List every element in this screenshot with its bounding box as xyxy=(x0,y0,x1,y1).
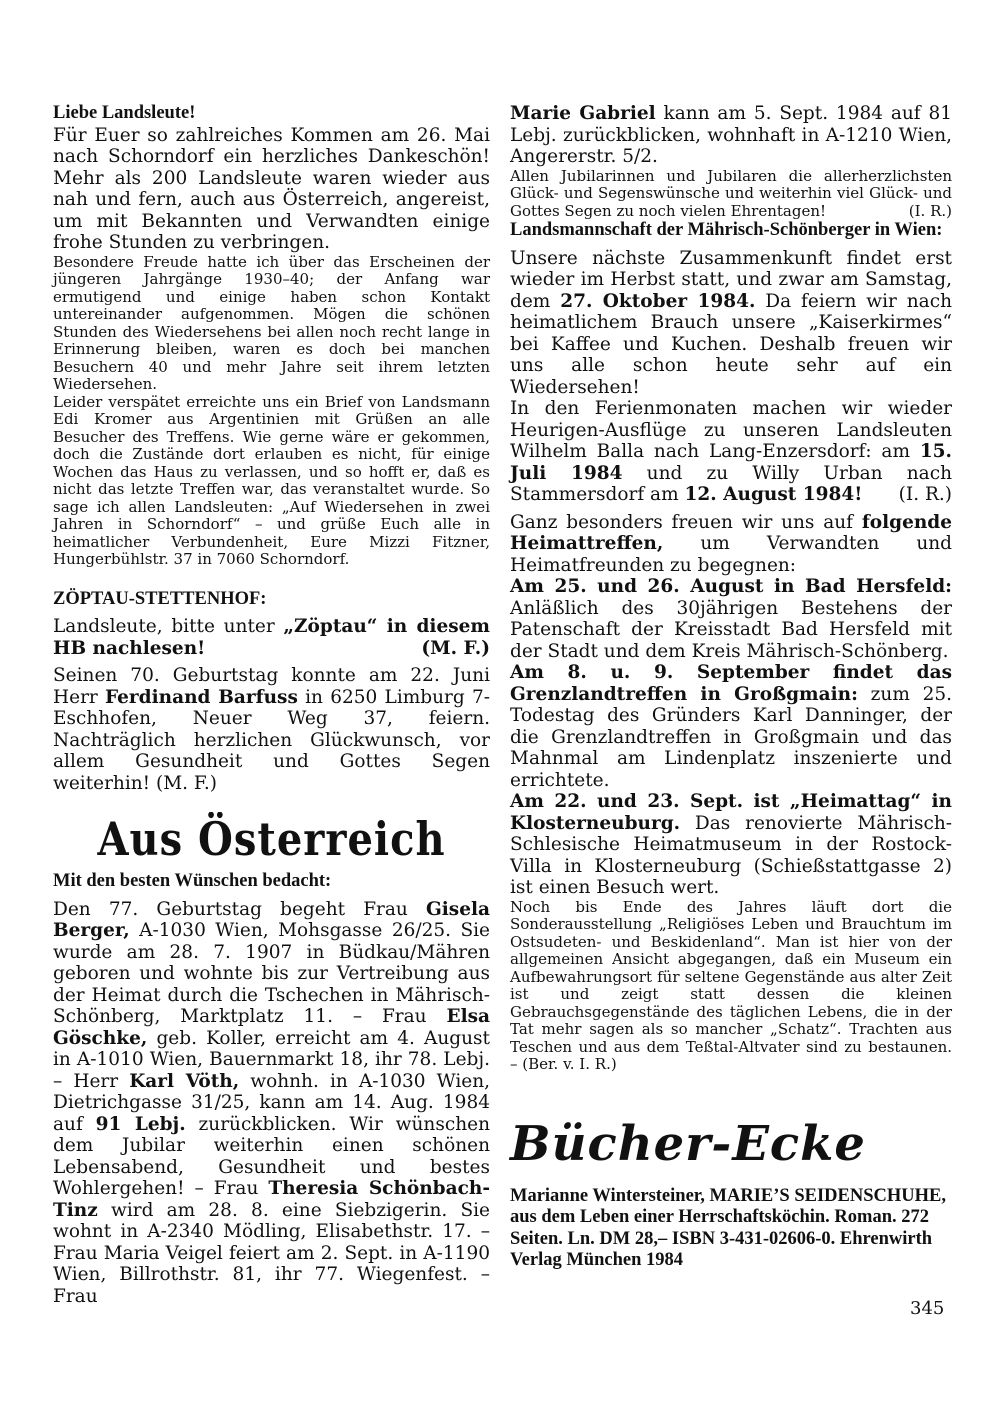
austria-text: geb. Koller, erreicht am 4. August in A-1010 Wien, Bauernmarkt 18, ihr 78. Lebj. – Herr xyxy=(53,1027,490,1092)
zoeptau-heading: ZÖPTAU-STETTENHOF: xyxy=(53,588,267,609)
birthday-name: Ferdinand Barfuss xyxy=(105,686,298,708)
letter-greeting: Liebe Landsleute! xyxy=(53,103,196,123)
ms-paragraph-1 xyxy=(510,248,952,399)
austria-birthdays xyxy=(53,899,490,1308)
letter-paragraph-1: Für Euer so zahlreiches Kommen am 26. Mai nach Schorndorf ein herzliches Dankeschön! Mehr als 200 Landsleute waren wieder aus nah und fern, auch aus Österreich, angereist, um mit Bekannten und Verwandten einige frohe Stunden zu verbringen. xyxy=(53,124,490,253)
zoeptau-notice xyxy=(53,616,490,659)
austria-name: Gisela Berger, xyxy=(53,898,490,941)
ms-date: 15. Juli 1984 xyxy=(510,441,952,484)
gabriel-wishes xyxy=(510,168,952,221)
ms-paragraph-2 xyxy=(510,398,952,506)
gabriel-name: Marie Gabriel xyxy=(510,103,656,124)
zoeptau-notice-text: Landsleute, bitte unter xyxy=(53,616,284,637)
austria-text: wohnh. in A-1030 Wien, Dietrichgasse 31/25, kann am 14. Aug. 1984 auf xyxy=(53,1070,491,1135)
ms-text: In den Ferienmonaten machen wir wieder Heurigen-Ausflüge zu unseren Landsleuten Wilhelm Balla nach Lang-Enzersdorf: am xyxy=(510,398,952,462)
gabriel-paragraph xyxy=(510,103,952,168)
austria-text: zurückblicken. Wir wünschen dem Jubilar weiterhin einen schönen Lebensabend, Gesundheit und bestes Wohlergehen! – Frau xyxy=(53,1113,490,1199)
austria-name: Elsa Göschke, xyxy=(53,1006,490,1049)
gabriel-wishes-text: Allen Jubilarinnen und Jubilaren die allerherzlichsten Glück- und Segenswünsche und weiterhin viel Glück- und Gottes Segen zu noch vielen Ehrentagen! xyxy=(510,166,952,220)
zoeptau-notice-bold: „Zöptau“ in diesem HB nachlesen! xyxy=(53,616,490,659)
zoeptau-notice-sign: (M. F.) xyxy=(421,637,490,659)
page-number: 345 xyxy=(910,1298,945,1319)
event-heading: Am 8. u. 9. September findet das Grenzlandtreffen in Großgmain: xyxy=(510,662,952,705)
austria-name: 91 Lebj. xyxy=(95,1113,186,1135)
event-heading: Am 25. und 26. August in Bad Hersfeld: xyxy=(510,576,952,597)
austria-name: Theresia Schönbach-Tinz xyxy=(53,1178,490,1221)
birthday-text-a: Seinen 70. Geburtstag konnte am 22. Juni Herr xyxy=(53,665,490,708)
ms-sign: (I. R.) xyxy=(898,484,952,505)
zoeptau-birthday xyxy=(53,665,490,794)
ms-date: 12. August 1984! xyxy=(684,484,863,505)
left-column xyxy=(53,103,490,1307)
event-grossgmain xyxy=(510,662,952,791)
austria-text: wird am 28. 8. eine Siebzigerin. Sie wohnt in A-2340 Mödling, Elisabethstr. 17. – Frau Maria Veigel feiert am 2. Sept. in A-1190 Wien, Billrothstr. 81, ihr 77. Wiegenfest. – Frau xyxy=(53,1199,490,1307)
ms-heading: Landsmannschaft der Mährisch-Schönberger in Wien: xyxy=(510,220,943,240)
ms-date: 27. Oktober 1984. xyxy=(560,290,756,312)
austria-title: Aus Österreich xyxy=(97,812,446,867)
ms-text: und zu Willy Urban nach Stammersdorf am xyxy=(510,462,952,505)
ms-text: um Verwandten und Heimatfreunden zu begegnen: xyxy=(510,533,952,576)
austria-name: Karl Vöth, xyxy=(129,1070,240,1092)
ms-bold: folgende Heimattreffen, xyxy=(510,511,952,554)
letter-paragraph-3: Leider verspätet erreichte uns ein Brief von Landsmann Edi Kromer aus Argentinien mit Grüßen an alle Besucher des Treffens. Wie gerne wäre er gekommen, doch die Zustände dort erlauben es nicht, für einige Wochen das Haus zu verlassen, und so hofft er, daß es nicht das letzte Treffen war, das veranstaltet wurde. So sage ich allen Landsleuten: „Auf Wiedersehen in zwei Jahren in Schorndorf“ – und grüße Euch alle in heimatlicher Verbundenheit, Eure Mizzi Fitzner, Hungerbühlstr. 37 in 7060 Schorndorf. xyxy=(53,392,490,568)
event-text: Das renovierte Mährisch-Schlesische Heimatmuseum in der Rostock-Villa in Klosterneuburg (Schießstattgasse 2) ist einen Besuch wert. xyxy=(510,812,952,898)
gabriel-sign: (I. R.) xyxy=(908,201,952,220)
ms-paragraph-3 xyxy=(510,512,952,577)
museum-paragraph: Noch bis Ende des Jahres läuft dort die Sonderausstellung „Religiöses Leben und Brauchtum im Ostsudeten- und Beskidenland“. Man ist hier von der allgemeinen Ansicht abgegangen, daß ein Museum ein Aufbewahrungsort für seltene Gegenstände aus alter Zeit ist und zeigt statt dessen die kleinen Gebrauchsgegenstände des täglichen Lebens, die in der Tat mehr sagen als so mancher „Schatz“. Trachten aus Teschen und aus dem Teßtal-Altvater sind zu bestaunen. – (Ber. v. I. R.) xyxy=(510,897,952,1073)
gabriel-text: kann am 5. Sept. 1984 auf 81 Lebj. zurückblicken, wohnhaft in A-1210 Wien, Angererstr. 5/2. xyxy=(510,103,952,167)
letter-paragraph-2: Besondere Freude hatte ich über das Erscheinen der jüngeren Jahrgänge 1930–40; der Anfang war ermutigend und einige haben schon Kontakt untereinander aufgenommen. Mögen die schönen Stunden des Wiedersehens bei allen noch recht lange in Erinnerung bleiben, waren es doch bei manchen Besuchern 40 und mehr Jahre seit ihrem letzten Wiedersehen. xyxy=(53,252,490,393)
birthday-text-b: in 6250 Limburg 7-Eschhofen, Neuer Weg 37, feiern. Nachträglich herzlichen Glückwunsch, vor allem Gesundheit und Gottes Segen weiterhin! (M. F.) xyxy=(53,686,491,794)
austria-text: Den 77. Geburtstag begeht Frau xyxy=(53,898,426,920)
right-column xyxy=(510,103,952,1272)
event-text: zum 25. Todestag des Gründers Karl Danninger, der die Grenzlandtreffen in Großgmain und das Mahnmal am Lindenplatz inszenierte und errichtete. xyxy=(510,683,953,791)
event-klosterneuburg xyxy=(510,791,952,899)
event-text: Anläßlich des 30jährigen Bestehens der Patenschaft der Kreisstadt Bad Hersfeld mit der Stadt und dem Kreis Mährisch-Schönberg. xyxy=(510,597,952,662)
ms-text: Da feiern wir nach heimatlichem Brauch unsere „Kaiserkirmes“ bei Kaffee und Kuchen. Deshalb freuen wir uns alle schon heute sehr auf ein Wiedersehen! xyxy=(510,290,952,398)
books-title: Bücher-Ecke xyxy=(510,1115,866,1172)
book-entry: Marianne Wintersteiner, MARIE’S SEIDENSCHUHE, aus dem Leben einer Herrschaftsköchin. Roman. 272 Seiten. Ln. DM 28,– ISBN 3-431-02606-0. Ehrenwirth Verlag München 1984 xyxy=(510,1185,946,1270)
austria-subheading: Mit den besten Wünschen bedacht: xyxy=(53,871,332,891)
event-bad-hersfeld xyxy=(510,576,952,662)
event-heading: Am 22. und 23. Sept. ist „Heimattag“ in Klosterneuburg. xyxy=(510,791,952,834)
austria-text: A-1030 Wien, Mohsgasse 26/25. Sie wurde am 28. 7. 1907 in Büdkau/Mähren geboren und wohnte bis zur Vertreibung aus der Heimat durch die Tschechen in Mährisch-Schönberg, Marktplatz 11. – Frau xyxy=(53,920,490,1027)
ms-text: Ganz besonders freuen wir uns auf xyxy=(510,511,862,533)
ms-text: Unsere nächste Zusammenkunft findet erst wieder im Herbst statt, und zwar am Samstag, dem xyxy=(510,247,952,312)
